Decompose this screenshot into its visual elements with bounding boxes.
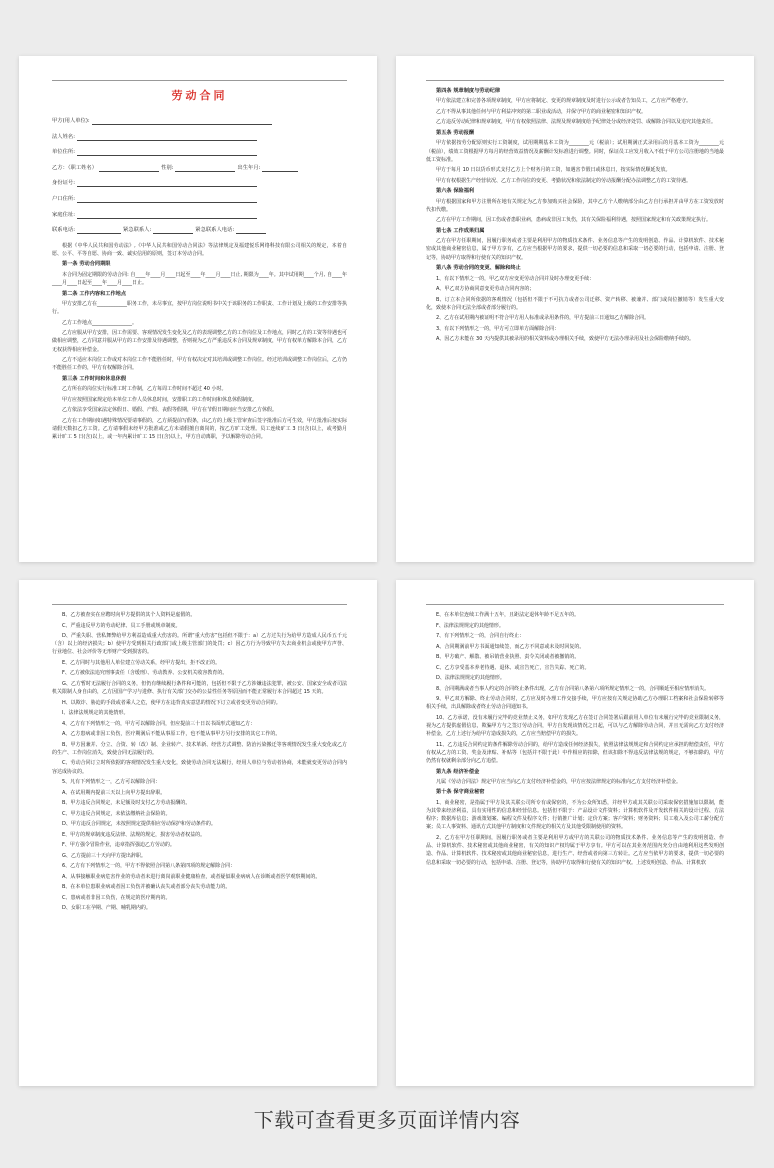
list-item: E、乙方同时与其他用人单位建立劳动关系，经甲方提出，拒不改正的。: [62, 659, 221, 666]
list-item: E、在本单位连续工作满十五年，且距法定退休年龄不足五年的。: [436, 612, 580, 618]
list-item: F、甲方强令冒险作业，违章指挥强迫乙方劳动的。: [62, 842, 175, 849]
paragraph: 乙方依法享受国家法定休假日、婚假、产假、丧假等假期，甲方在节假日期间应当安排乙方休假。: [62, 407, 278, 414]
list-item: C、乙方享受基本养老待遇、退休、或宣告死亡，宣告失踪、死亡的。: [436, 664, 590, 671]
article-4-title: 第四条 规章制度与劳动纪律: [436, 88, 501, 94]
list-item: B、乙方被查实在应聘时向甲方提供的其个人资料是虚假的。: [62, 612, 196, 618]
article-1-title: 第一条 劳动合同期限: [62, 261, 111, 268]
paragraph: 甲方安排乙方在____________职务工作，未尽事宜，按甲方岗位说明书中关于该职务的工作职责、工作计划及上级的工作安排等执行。: [52, 300, 348, 316]
article-10-title: 第十条 保守商业秘密: [436, 789, 485, 796]
paragraph: 1、有以下情形之一的，甲乙双方应变更劳动合同并及时办理变更手续：: [436, 275, 595, 282]
article-2-title: 第二条 工作内容和工作地点: [62, 290, 127, 297]
paragraph: 乙方不适应本岗位工作或对本岗位工作不能胜任时，甲方有权决定对其培训或调整工作岗位。经过培训或调整工作岗位后，乙方仍不能胜任工作的，甲方有权解除合同。: [52, 357, 348, 372]
paragraph: 乙方在甲方工作期间，因工伤或者患职业病，患病或非因工负伤，其有关保险福利待遇，按照国家规定和有关政策规定执行。: [436, 217, 712, 224]
paragraph: 乙方所在的岗位实行标准工时工作制，乙方每周工作时间不超过 40 小时。: [62, 386, 227, 393]
article-8-title: 第八条 劳动合同的变更、解除和终止: [436, 265, 521, 272]
list-item: 4、乙方有下列情形之一的，甲方可以解除合同，但应提前三十日以书面形式通知乙方：: [62, 720, 256, 727]
list-item: D、甲方违反合同规定，未按照规定提供相应劳动保护和劳动条件的。: [62, 821, 216, 828]
list-item: F、乙方被依法追究刑事责任（含缓刑）、劳动教养、公安机关收容教育的。: [62, 670, 228, 677]
top-rule: [52, 80, 347, 81]
list-item: C、甲方违反合同规定，未依法缴纳社会保险的。: [62, 810, 171, 817]
field-id-number: 身份证号:: [52, 179, 347, 187]
list-item: A、在试用期内提前三天以上向甲方提出辞职。: [62, 789, 166, 796]
list-item: B、甲方违反合同规定，未足额及时支付乙方劳动报酬的。: [62, 800, 191, 807]
list-item: A、乙方患病或非因工负伤，医疗期满后不能从事原工作，也不能从事甲方另行安排的其它工作的。: [62, 731, 281, 738]
paragraph: 1、商业秘密，是指属于甲方及其关联公司所专有或保密的，不为公众所知悉，并经甲方或其关联公司采取保密措施加以限制，能为其带来经济利益，具有实用性的信息和经营信息。包括但不限于：产品设计文件资料；计算机软件及开发软件相关的设计过程、方法程序；数据库信息；游戏策划案、编程文件及程序文件；行销推广计划；定价方案；客户资料；财务资料；员工收入及公司工薪分配方案；员工人事资料、通讯方式其他甲方制度和文件规定的相关方及其他受限制使用的资料。: [426, 799, 724, 831]
document-page-4: [396, 580, 754, 1086]
document-page-3: [19, 580, 377, 1086]
list-item: C、严重违反甲方的劳动纪律、员工手册或规章制度。: [62, 622, 181, 629]
top-rule: [426, 604, 724, 605]
list-item: C、劳动合同订立时所依据的客观情况发生重大变化，致使劳动合同无法履行，经用人单位与劳动者协商，未能就变更劳动合同内容达成协议的。: [52, 760, 347, 775]
paragraph: 乙方在甲方任职期间，因履行职务或者主要是利用甲方的物质技术条件、业务信息等产生的发明创造、作品、计算机软件、技术秘密或其他商业秘密信息，属于甲方享有，乙方应当根据甲方的要求，提供一切必要的信息和采取一切必要的行动，包括申请、注册、登记等，协助甲方取得和行使有关的知识产权。: [426, 238, 724, 261]
paragraph: 2、乙方在甲方任职期间，因履行职务或者主要是利用甲方或甲方的关联公司的物质技术条件、业务信息等产生的发明创造、作品、计算机软件、技术秘密或其他商业秘密，有关的知识产权均属于甲方享有。甲方可以在其业务范围内充分自由地利用这些发明创造、作品、计算机软件、技术秘密或其他商业秘密信息，进行生产、经营或者向第三方转让。乙方应当依甲方的要求，提供一切必要的信息和采取一切必要的行动，包括申请、注册、登记等，协助甲方取得和行使有关的知识产权。上述发明创造、作品、计算机软: [426, 834, 724, 866]
list-item: B、甲方因兼并、分立、合资、转（改）制、企业转产、技术革新、经营方式调整、防治污染搬迁等客观情况发生重大变化或乙方的生产、工作岗位消失，致使合同无法履行的。: [52, 741, 347, 756]
list-item: A、甲乙双方协商同意变更劳动合同内容的；: [436, 286, 535, 293]
list-item: 9、甲乙双方解除、终止劳动合同时，乙方应及时办理工作交接手续，甲方应按有关规定协助乙方办理职工档案和社会保险转移等相关手续，出具解除或者终止劳动合同通知书。: [426, 696, 724, 711]
list-item: E、甲方的规章制度违反法律、法规的规定，损害劳动者权益的。: [62, 831, 206, 838]
list-item: B、甲方破产、解散、被吊销营业执照、责令关闭或者被撤销的。: [436, 654, 580, 660]
paragraph: 乙方应服从甲方安排，因工作需要、客观情况发生变化及乙方的表现调整乙方的工作岗位及工作地点，同时乙方的工资等待遇也可做相应调整，乙方同意并服从甲方的工作安排及待遇调整，否则视为乙方严重违反本合同及规章制度，甲方有权单方解除本合同，乙方无权获得相应补偿金。: [52, 330, 348, 353]
list-item: G、乙方提前三十天向甲方提出辞职。: [62, 852, 146, 859]
top-rule: [52, 604, 347, 605]
list-item: 11、乙方违反合同约定的条件解除劳动合同的，给甲方造成任何经济损失，依照法律法规规定和合同约定应承担的赔偿责任，甲方有权从乙方的工资、奖金及津贴、补贴等（包括并不限于此）中作相应的扣除，但该扣除不得违反法律法规的规定，不够扣除的，甲方仍然有权就剩余部分向乙方追偿。: [426, 741, 724, 765]
list-item: D、女职工在孕期、产期、哺乳期内的。: [62, 905, 151, 912]
list-item: B、在本单位患职业病或者因工负伤并被确认丧失或者部分丧失劳动能力的。: [62, 884, 231, 891]
list-item: 6、乙方有下列情形之一的，甲方不得依照合同第八条第四项的规定解除合同：: [62, 863, 236, 870]
field-legal-rep: 法人姓名:: [52, 133, 347, 141]
paragraph: 甲方依据按劳分配原则实行工资制度，试用期期基本工资为________元（税前）；试用期满正式录用后的月基本工资为________元（税前），绩效工资根据甲方每月的经营效益情况及薪酬计发标准进行调整。同时，保证员工应发月收入不低于甲方公司注册地的当地最低工资标准。: [426, 140, 724, 163]
document-page-2: [396, 56, 754, 562]
paragraph: 本合同为固定期限的劳动合同: 自____年____月____日起至____年____月____日止, 期限为____年。其中试用期____个月, 自____年____月____日起至____年____月____日止。: [52, 271, 347, 287]
document-page-1: [19, 56, 377, 562]
field-party-a: 甲方(用人单位):: [52, 117, 347, 125]
document-title: 劳动合同: [171, 89, 228, 102]
list-item: H、以欺诈、胁迫的手段或者乘人之危，使甲方在违背真实意思的情况下订立或者变更劳动合同的。: [62, 699, 281, 706]
paragraph: 甲方于每月 10 日以货币形式支付乙方上个财务月的工资，如遇害节假日或休息日，按实际情况顺延发放。: [436, 167, 671, 174]
list-item: 10、乙方承诺，没有未履行完毕的竞业禁止义务，如甲方发现乙方在签订合同签署后跟前用人单位有未履行完毕的竞业限制义务，视为乙方提供虚假信息，欺骗甲方与之签订劳动合同，甲方自发现该情况之日起，可以与乙方解除劳动合同，并且无需向乙方支付经济补偿金，乙方上述行为给甲方造成损失的，乙方应当赔偿甲方的损失。: [426, 714, 724, 738]
list-item: 5、凡有下列情形之一，乙方可以解除合同：: [62, 779, 161, 786]
list-item: G、乙方暂时无法履行合同的义务，但仍有继续履行条件和可能的，包括但不限于乙方涉嫌违法犯罪，被公安、国家安全或者司法机关限制人身自由的，乙方因国产学习与进修、执行有关部门交办的公益性任务等原因而不能正常履行本合同超过 15 天的。: [52, 680, 347, 696]
paragraph: 乙方在工作期间如遇特殊情况要请事假的，乙方须提前写假条，由乙方的上级主管审查后签字批准后方可生效，甲方批准后按实际请假天数扣乙方工资。乙方请事假未经甲方批准或乙方未请假擅自离岗的，按乙方旷工处理。员工连续旷工 3 日(含)以上，或考勤月累计旷工 5 日(含)以上，或一年内累计旷工 15 日(含)以上，甲方自动离职，予以解除劳动合同。: [52, 417, 348, 441]
paragraph: 甲方有权根据生产经营状况、乙方工作岗位的变更、考勤状况和依法制定的劳动报酬分配办法调整乙方的工资待遇。: [436, 177, 692, 184]
field-home-address: 家庭住址:: [52, 211, 347, 219]
list-item: 8、合同期满或者当事人约定的合同终止条件出现，乙方有合同第八条第六项所规定情形之一的，合同顺延至相应情形消失。: [436, 685, 710, 692]
top-rule: [426, 80, 724, 81]
download-more-caption: 下载可查看更多页面详情内容: [253, 1108, 521, 1132]
paragraph: 3、有以下列情形之一的，甲方可立即单方面解除合同：: [436, 325, 560, 332]
article-6-title: 第六条 保险福利: [436, 188, 475, 195]
field-contact: 联系电话: 紧急联系人: 紧急联系人电话:: [52, 226, 347, 234]
paragraph: 2、乙方在试用期内被证明不符合甲方用人标准或录用条件的，甲方提前三日通知乙方解除合同。: [436, 315, 650, 322]
list-item: A、因乙方未能在 30 天内提供其被录用的相关资料或办理相关手续，致使甲方无法办理录用及社会保险缴纳手续的。: [436, 336, 694, 343]
list-item: B、订立本合同所依据的客观情况（包括但不限于不可抗力或者公司迁移、资产转移、被兼并、部门或岗位撤销等）发生重大变化，致使本合同无法全部或者部分履行的。: [426, 296, 724, 311]
list-item: I、法律法规规定的其他情形。: [62, 710, 129, 717]
paragraph: 甲方根据国家和甲方注册所在地有关规定为乙方参加购买社会保险，其中乙方个人缴纳部分由乙方自行承担并由甲方在工资发放时代扣代缴。: [426, 198, 724, 213]
list-item: 7、有下列情形之一的，合同自行终止：: [436, 633, 525, 639]
article-5-title: 第五条 劳动报酬: [436, 129, 475, 136]
paragraph: 乙方工作地点________________。: [62, 319, 138, 326]
paragraph: 甲方依法建立和完善各项规章制度，甲方应将制定、变更的规章制度及时进行公示或者告知员工，乙方应严格遵守。: [436, 98, 692, 105]
list-item: C、患病或者非因工负伤，在规定的医疗期内的。: [62, 894, 171, 901]
field-hukou: 户口住所:: [52, 195, 347, 203]
paragraph: 乙方违反劳动纪律和规章制度，甲方有权依照法律、法规及规章制度给予纪律处分或经济处罚、或解除合同以及追究其他责任。: [436, 119, 717, 126]
article-9-title: 第九条 经济补偿金: [436, 768, 480, 775]
paragraph: 甲方应按照国家规定给本单位工作人员休息时间，安排职工的工作时间和休息休假制度。: [62, 396, 258, 403]
list-item: A、合同期满前甲方书面通知续签，而乙方不同意或未及时回复的。: [436, 643, 585, 650]
list-item: D、法律法规规定的其他情形。: [436, 675, 505, 681]
article-7-title: 第七条 工作成果归属: [436, 227, 485, 234]
paragraph: 凡属《劳动合同法》规定甲方应当向乙方支付经济补偿金的，甲方应按法律规定的标准向乙方支付经济补偿金。: [436, 778, 682, 785]
field-unit-address: 单位住所:: [52, 148, 347, 156]
field-party-b: 乙方：（职工姓名） 性别: 出生年月:: [52, 164, 347, 172]
list-item: F、法律法规规定的其他情形。: [436, 622, 504, 629]
list-item: D、严重失职、营私舞弊给甲方利益造成重大伤害的。所谓“重大伤害”包括但不限于：a）乙方过失行为给甲方造成人民币五千元（含）以上的经济损失；b）使甲方受到相关行政部门或上级主管部门的处罚；c）因乙方行为导致甲方失去商业机会或使甲方声誉、行业地位、社会评价等无形财产受到损害的。: [52, 633, 347, 656]
article-3-title: 第三条 工作时间和休息休假: [62, 375, 127, 382]
list-item: A、从事接触职业病危害作业的劳动者未进行离岗前职业健康检查，或者疑似职业病病人在诊断或者医学观察期间的。: [62, 873, 321, 880]
intro-paragraph: 根据《中华人民共和国劳动法》,《中华人民共和国劳动合同法》等法律规定及福建悦乐网络科技有限公司相关的规定，本着自愿、公平、平等自愿、协商一致、诚实信用的原则，签订本劳动合同。: [52, 242, 347, 257]
paragraph: 乙方不得从事其他任何与甲方利益冲突的第二职业或活动，并保守甲方的商业秘密和知识产权。: [436, 108, 647, 115]
